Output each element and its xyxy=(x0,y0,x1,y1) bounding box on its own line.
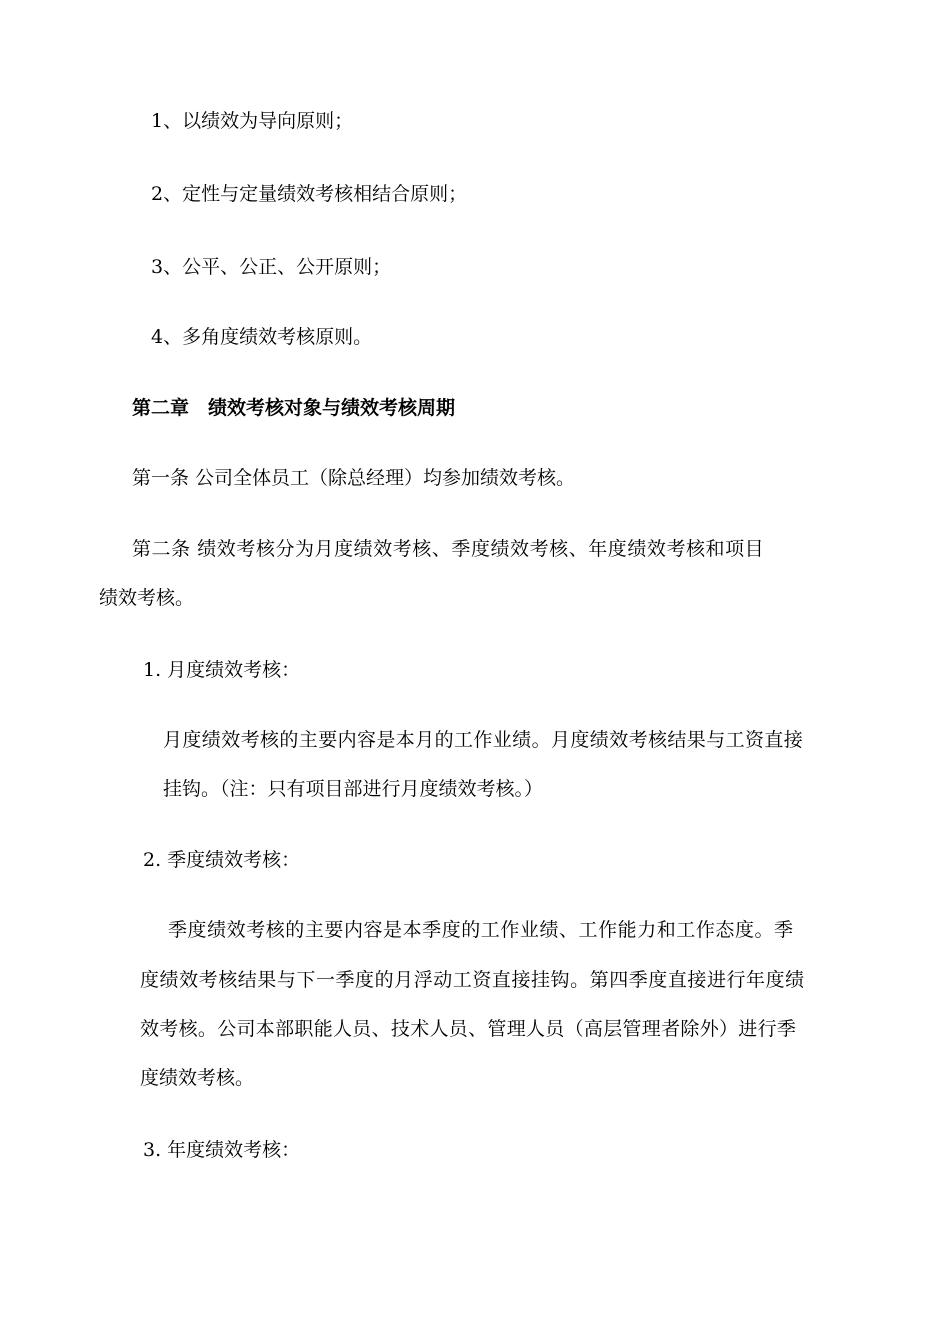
quarterly-line-2: 度绩效考核结果与下一季度的月浮动工资直接挂钩。第四季度直接进行年度绩 xyxy=(140,969,805,991)
quarterly-heading: 2. 季度绩效考核： xyxy=(143,849,301,871)
principle-1: 1、以绩效为导向原则； xyxy=(151,110,354,132)
quarterly-line-1: 季度绩效考核的主要内容是本季度的工作业绩、工作能力和工作态度。季 xyxy=(168,919,794,941)
monthly-heading: 1. 月度绩效考核： xyxy=(143,659,301,681)
chapter-heading: 第二章 绩效考核对象与绩效考核周期 xyxy=(132,397,456,419)
quarterly-line-4: 度绩效考核。 xyxy=(140,1067,255,1089)
monthly-line-1: 月度绩效考核的主要内容是本月的工作业绩。月度绩效考核结果与工资直接 xyxy=(163,729,804,751)
principle-2: 2、定性与定量绩效考核相结合原则； xyxy=(151,183,468,205)
monthly-line-2: 挂钩。（注：只有项目部进行月度绩效考核。） xyxy=(163,778,544,800)
article-1: 第一条 公司全体员工（除总经理）均参加绩效考核。 xyxy=(132,467,576,489)
principle-3: 3、公平、公正、公开原则； xyxy=(151,256,392,278)
annual-heading: 3. 年度绩效考核： xyxy=(143,1139,301,1161)
quarterly-line-3: 效考核。公司本部职能人员、技术人员、管理人员（高层管理者除外）进行季 xyxy=(140,1018,797,1040)
principle-4: 4、多角度绩效考核原则。 xyxy=(151,326,373,348)
article-2-line-1: 第二条 绩效考核分为月度绩效考核、季度绩效考核、年度绩效考核和项目 xyxy=(132,538,765,560)
article-2-line-2: 绩效考核。 xyxy=(99,587,195,609)
